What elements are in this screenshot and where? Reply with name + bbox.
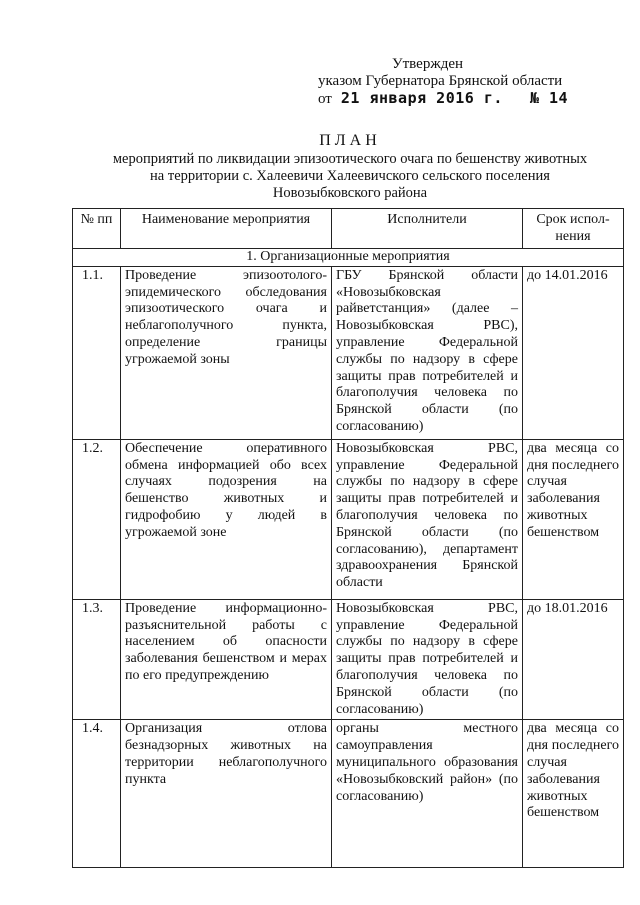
- header-name: Наименование мероприятия: [121, 209, 332, 249]
- row-num: 1.2.: [73, 439, 121, 599]
- table-row: [73, 720, 624, 868]
- approval-number: № 14: [529, 89, 569, 107]
- row-name: Организация отлова безнадзорных животных на территории неблагополучного пункта: [121, 720, 332, 868]
- subtitle-line: на территории с. Халеевичи Халеевичского сельского поселения: [150, 168, 550, 184]
- section-title: 1. Организационные мероприятия: [73, 249, 624, 267]
- row-num: 1.4.: [73, 720, 121, 868]
- measures-table: [72, 208, 624, 868]
- subtitle-line: Новозыбковского района: [272, 185, 428, 201]
- row-name: Проведение эпизоотолого-эпидемического обследования эпизоотического очага и неблагополучного пункта, определение границы угрожаемой зоны: [121, 266, 332, 439]
- approval-block: [318, 56, 618, 108]
- row-term: два месяца со дня последнего случая заболевания животных бешенством: [523, 720, 624, 868]
- table-row: [73, 266, 624, 439]
- row-name: Проведение информационно-разъяснительной работы с населением об опасности заболевания бешенством и мерах по его предупреждению: [121, 599, 332, 720]
- table-row: [73, 599, 624, 720]
- header-exec: Исполнители: [332, 209, 523, 249]
- document-title: ПЛАН: [319, 132, 381, 149]
- header-term: Срок испол-нения: [523, 209, 624, 249]
- row-exec: органы местного самоуправления муниципального образования «Новозыбковский район» (по согласованию): [332, 720, 523, 868]
- table-row: [73, 439, 624, 599]
- table-header-row: [73, 209, 624, 249]
- approval-line-decree: указом Губернатора Брянской области: [318, 73, 563, 89]
- header-num: № пп: [73, 209, 121, 249]
- row-exec: Новозыбковская РВС, управление Федеральной службы по надзору в сфере защиты прав потребителей и благополучия человека по Брянской области (по согласованию): [332, 599, 523, 720]
- section-row: [73, 249, 624, 267]
- row-num: 1.1.: [73, 266, 121, 439]
- row-exec: Новозыбковская РВС, управление Федеральной службы по надзору в сфере защиты прав потребителей и благополучия человека по Брянской области (по согласованию), департамент здравоохранения Брянской области: [332, 439, 523, 599]
- row-exec: ГБУ Брянской области «Новозыбковская райветстанция» (далее – Новозыбковская РВС), управление Федеральной службы по надзору в сфере защиты прав потребителей и благополучия человека по Брянской области (по согласованию): [332, 266, 523, 439]
- approval-date: 21 января 2016 г.: [340, 89, 503, 107]
- row-term: до 18.01.2016: [523, 599, 624, 720]
- approval-line-date: [318, 90, 618, 108]
- row-name: Обеспечение оперативного обмена информацией обо всех случаях подозрения на бешенство животных и гидрофобию у людей в угрожаемой зоне: [121, 439, 332, 599]
- subtitle-line: мероприятий по ликвидации эпизоотического очага по бешенству животных: [112, 151, 588, 167]
- document-subtitle: [96, 151, 604, 202]
- row-num: 1.3.: [73, 599, 121, 720]
- row-term: до 14.01.2016: [523, 266, 624, 439]
- row-term: два месяца со дня последнего случая заболевания животных бешенством: [523, 439, 624, 599]
- approval-date-prefix: от: [318, 91, 332, 107]
- approval-line-approved: Утвержден: [392, 56, 464, 72]
